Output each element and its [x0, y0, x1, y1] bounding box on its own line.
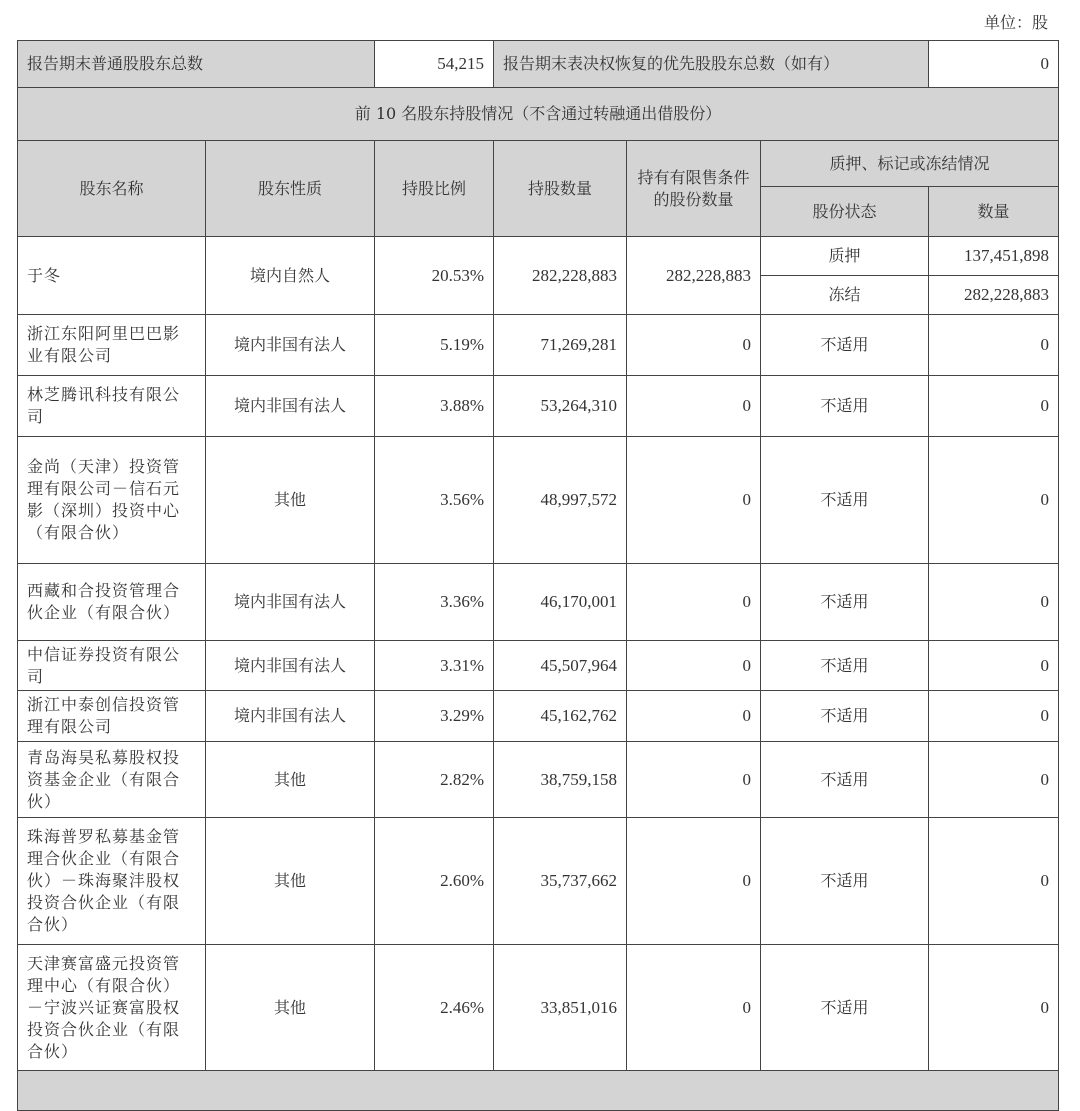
common-holders-total-label: 报告期末普通股股东总数 [18, 41, 375, 88]
unit-label: 单位：股 [983, 13, 1048, 32]
holder-status: 不适用 [761, 564, 929, 641]
holder-nature: 境内非国有法人 [206, 315, 375, 376]
header-restricted: 持有有限售条件的股份数量 [627, 141, 761, 237]
holder-ratio: 3.88% [375, 376, 494, 437]
holder-status: 不适用 [761, 691, 929, 742]
holder-shares: 45,507,964 [494, 641, 627, 691]
holder-ratio: 2.46% [375, 945, 494, 1071]
holder-status: 质押 [761, 237, 929, 276]
holder-shares: 46,170,001 [494, 564, 627, 641]
holder-quantity: 0 [929, 564, 1059, 641]
holder-restricted: 0 [627, 437, 761, 564]
holder-quantity: 0 [929, 945, 1059, 1071]
holder-name: 中信证券投资有限公司 [18, 641, 206, 691]
holder-shares: 38,759,158 [494, 742, 627, 818]
common-holders-total-value: 54,215 [375, 41, 494, 88]
holder-name: 金尚（天津）投资管理有限公司－信石元影（深圳）投资中心（有限合伙） [18, 437, 206, 564]
holder-shares: 33,851,016 [494, 945, 627, 1071]
holder-status: 不适用 [761, 641, 929, 691]
table-row [18, 237, 1059, 276]
holder-quantity: 0 [929, 437, 1059, 564]
top-shareholders-table [17, 40, 1059, 1111]
table-row [18, 564, 1059, 641]
header-status: 股份状态 [761, 187, 929, 237]
holder-restricted: 0 [627, 945, 761, 1071]
holder-restricted: 0 [627, 641, 761, 691]
holder-quantity: 0 [929, 691, 1059, 742]
holder-nature: 境内非国有法人 [206, 691, 375, 742]
holder-nature: 境内自然人 [206, 237, 375, 315]
holder-restricted: 0 [627, 818, 761, 945]
holder-nature: 其他 [206, 945, 375, 1071]
holder-quantity: 0 [929, 818, 1059, 945]
holder-shares: 35,737,662 [494, 818, 627, 945]
header-nature: 股东性质 [206, 141, 375, 237]
next-section-row [18, 1071, 1059, 1111]
holder-ratio: 3.31% [375, 641, 494, 691]
holder-status: 不适用 [761, 945, 929, 1071]
holder-restricted: 0 [627, 691, 761, 742]
holder-restricted: 282,228,883 [627, 237, 761, 315]
header-pledge-group: 质押、标记或冻结情况 [761, 141, 1059, 187]
summary-row [18, 41, 1059, 88]
section-title: 前 10 名股东持股情况（不含通过转融通出借股份） [18, 88, 1059, 141]
holder-shares: 282,228,883 [494, 237, 627, 315]
table-row [18, 315, 1059, 376]
holder-name: 天津赛富盛元投资管理中心（有限合伙）－宁波兴证赛富股权投资合伙企业（有限合伙） [18, 945, 206, 1071]
header-row-1 [18, 141, 1059, 187]
header-shares: 持股数量 [494, 141, 627, 237]
holder-status: 不适用 [761, 818, 929, 945]
holder-quantity-2: 282,228,883 [929, 276, 1059, 315]
table-row [18, 742, 1059, 818]
holder-nature: 其他 [206, 437, 375, 564]
holder-status: 不适用 [761, 437, 929, 564]
holder-ratio: 3.36% [375, 564, 494, 641]
table-row [18, 376, 1059, 437]
holder-quantity: 0 [929, 315, 1059, 376]
holder-shares: 48,997,572 [494, 437, 627, 564]
holder-name: 林芝腾讯科技有限公司 [18, 376, 206, 437]
preferred-holders-total-value: 0 [929, 41, 1059, 88]
holder-quantity: 0 [929, 376, 1059, 437]
holder-nature: 境内非国有法人 [206, 376, 375, 437]
holder-name: 青岛海昊私募股权投资基金企业（有限合伙） [18, 742, 206, 818]
table-row [18, 945, 1059, 1071]
section-title-row [18, 88, 1059, 141]
holder-nature: 其他 [206, 818, 375, 945]
holder-restricted: 0 [627, 564, 761, 641]
holder-status: 不适用 [761, 315, 929, 376]
holder-ratio: 2.60% [375, 818, 494, 945]
holder-ratio: 5.19% [375, 315, 494, 376]
header-name: 股东名称 [18, 141, 206, 237]
holder-nature: 其他 [206, 742, 375, 818]
next-section-cell [18, 1071, 1059, 1111]
holder-status: 不适用 [761, 376, 929, 437]
holder-ratio: 2.82% [375, 742, 494, 818]
holder-shares: 71,269,281 [494, 315, 627, 376]
table-row [18, 641, 1059, 691]
table-row [18, 818, 1059, 945]
preferred-holders-total-label: 报告期末表决权恢复的优先股股东总数（如有） [494, 41, 929, 88]
holder-quantity: 0 [929, 641, 1059, 691]
holder-quantity: 137,451,898 [929, 237, 1059, 276]
holder-ratio: 3.56% [375, 437, 494, 564]
holder-name: 西藏和合投资管理合伙企业（有限合伙） [18, 564, 206, 641]
holder-name: 浙江中泰创信投资管理有限公司 [18, 691, 206, 742]
holder-restricted: 0 [627, 315, 761, 376]
holder-restricted: 0 [627, 376, 761, 437]
header-ratio: 持股比例 [375, 141, 494, 237]
holder-shares: 53,264,310 [494, 376, 627, 437]
holder-shares: 45,162,762 [494, 691, 627, 742]
holder-name: 浙江东阳阿里巴巴影业有限公司 [18, 315, 206, 376]
holder-ratio: 3.29% [375, 691, 494, 742]
holder-ratio: 20.53% [375, 237, 494, 315]
holder-status-2: 冻结 [761, 276, 929, 315]
holder-nature: 境内非国有法人 [206, 641, 375, 691]
table-row [18, 691, 1059, 742]
holder-nature: 境内非国有法人 [206, 564, 375, 641]
holder-status: 不适用 [761, 742, 929, 818]
holder-name: 于冬 [18, 237, 206, 315]
holder-quantity: 0 [929, 742, 1059, 818]
holder-name: 珠海普罗私募基金管理合伙企业（有限合伙）－珠海聚沣股权投资合伙企业（有限合伙） [18, 818, 206, 945]
table-row [18, 437, 1059, 564]
holder-restricted: 0 [627, 742, 761, 818]
header-quantity: 数量 [929, 187, 1059, 237]
